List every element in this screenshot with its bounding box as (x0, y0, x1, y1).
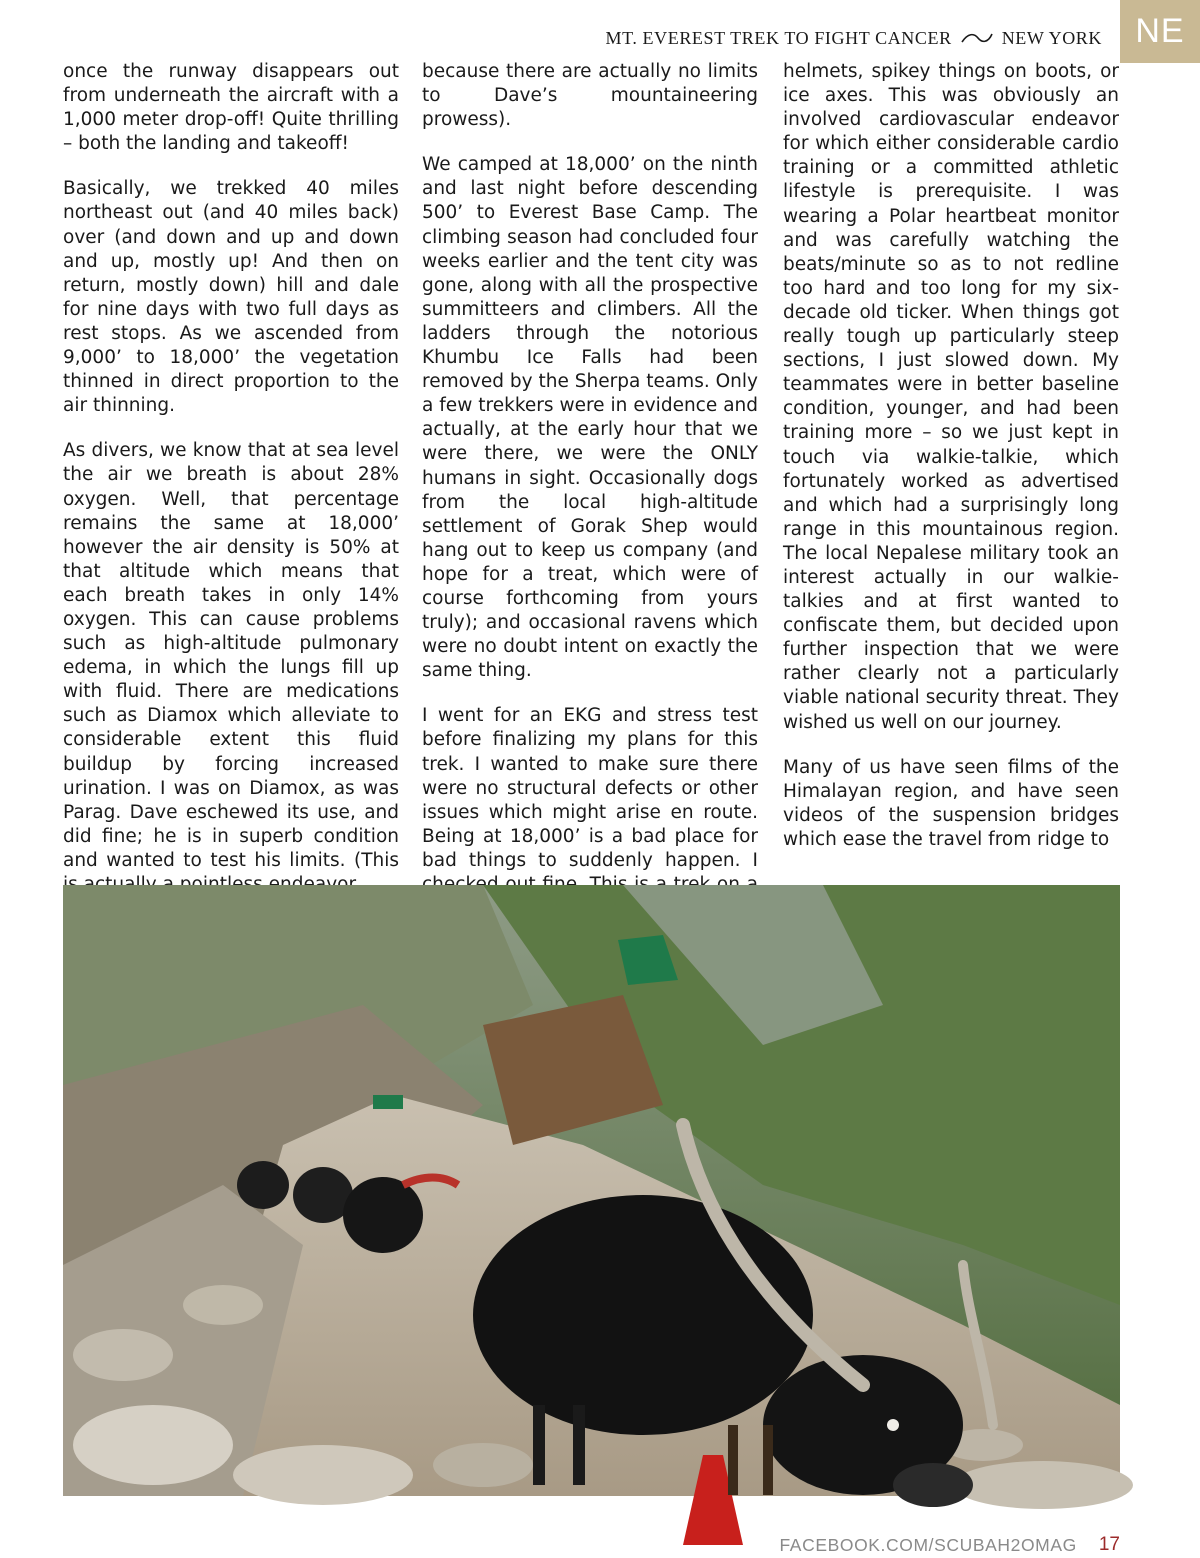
paragraph: because there are actually no limits to Dave’s mountaineering prowess). (422, 61, 758, 131)
page-footer (0, 1534, 1120, 1556)
footer-url: FACEBOOK.COM/SCUBAH2OMAG (779, 1534, 1077, 1555)
paragraph: helmets, spikey things on boots, or ice axes. This was obviously an involved cardiovascular endeavor for which either considerable cardio training or a committed athletic lifestyle is prerequisite. I was wearing a Polar heartbeat monitor and was carefully watching the beats/minute so as to not redline too hard and too long for my six-decade old ticker. When things got really tough up particularly steep sections, I just slowed down. My teammates were in better baseline condition, younger, and had been training more – so we just kept in touch via walkie-talkie, which fortunately worked as advertised and which had a surprisingly long range in this mountainous region. The local Nepalese military took an interest actually in our walkie-talkies and at first wanted to confiscate them, but decided upon further inspection that we were rather clearly not a particularly viable national security threat. They wished us well on our journey. (783, 61, 1119, 733)
paragraph: We camped at 18,000’ on the ninth and last night before descending 500’ to Everest Base Camp. The climbing season had concluded four weeks earlier and the tent city was gone, along with all the prospective summitteers and climbers. All the ladders through the notorious Khumbu Ice Falls had been removed by the Sherpa teams. Only a few trekkers were in evidence and actually, at the early hour that we were there, we were the ONLY humans in sight. Occasionally dogs from the local high-altitude settlement of Gorak Shep would hang out to keep us company (and hope for a treat, which were of course forthcoming from yours truly); and occasional ravens which were no doubt intent on exactly the same thing. (422, 154, 758, 682)
paragraph: I went for an EKG and stress test before finalizing my plans for this trek. I wanted to make sure there were no structural defects or other issues which might arise en route. Being at 18,000’ is a bad place for bad things to suddenly happen. I (422, 705, 758, 871)
region-tab: NE (1120, 0, 1200, 63)
header-article-title: MT. EVEREST TREK TO FIGHT CANCER (605, 27, 952, 48)
text-column-1 (63, 60, 399, 871)
text-column-2 (422, 60, 758, 871)
paragraph: Many of us have seen films of the Himalayan region, and have seen videos of the suspension bridges which ease the travel from ridge to (783, 756, 1119, 850)
swash-tilde-icon (960, 31, 994, 45)
paragraph: once the runway disappears out from underneath the aircraft with a 1,000 meter drop-off! Quite thrilling – both the landing and takeoff! (63, 61, 399, 155)
paragraph: As divers, we know that at sea level the air we breath is about 28% oxygen. Well, that percentage remains the same at 18,000’ however the air density is 50% at that altitude which means that each breath takes in only 14% oxygen. This can cause problems such as high-altitude pulmonary edema, in which the lungs fill up with fluid. There are medications such as Diamox which alleviate to considerable extent this fluid buildup by forcing increased urination. I was on Diamox, as was Parag. Dave eschewed its use, and did fine; he is in superb condition and wanted to test his limits. (This (63, 440, 399, 871)
page-number: 17 (1098, 1534, 1120, 1555)
paragraph: Basically, we trekked 40 miles northeast out (and 40 miles back) over (and down and up and down and up, mostly up! And then on return, mostly down) hill and dale for nine days with two full days as rest stops. As we ascended from 9,000’ to 18,000’ the vegetation thinned in direct proportion to the air thinning. (63, 178, 399, 417)
header-region: NEW YORK (1001, 27, 1102, 48)
running-header (605, 22, 1102, 54)
yak-caravan-photo (63, 885, 1120, 1496)
yak-caravan-illustration (63, 885, 1120, 1496)
text-column-3 (783, 60, 1119, 852)
